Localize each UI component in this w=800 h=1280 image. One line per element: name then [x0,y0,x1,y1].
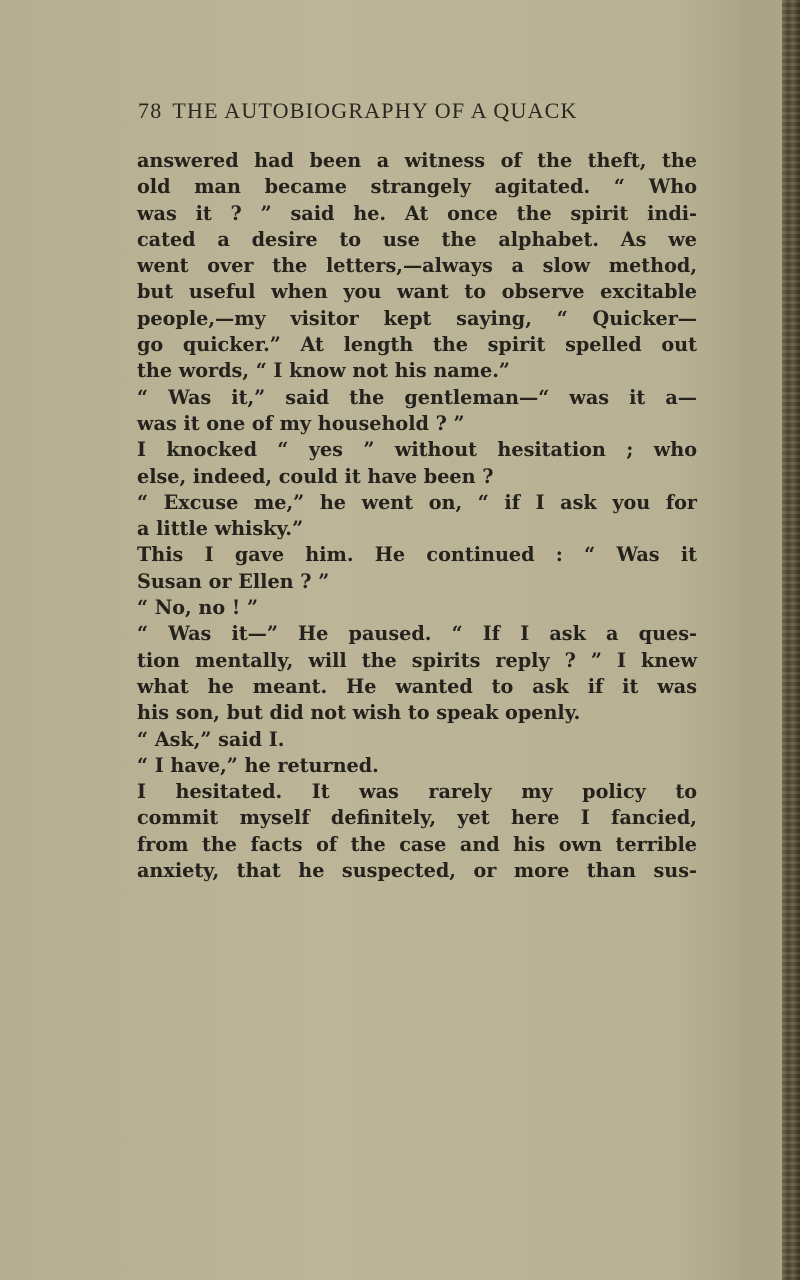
text-line: was it one of my household ? ” [137,411,465,435]
text-line: “ Was it,” said the gentleman—“ was it a— [137,385,697,409]
text-line: went over the letters,—always a slow method, [137,254,697,278]
text-line: old man became strangely agitated. “ Who [137,175,697,199]
running-head [138,98,578,124]
text-line: answered had been a witness of the theft, the [137,149,697,172]
text-line: his son, but did not wish to speak openly. [137,701,581,725]
text-line: a little whisky.” [137,517,304,541]
text-line: “ No, no ! ” [137,596,258,620]
text-line: “ I have,” he returned. [137,753,379,777]
text-line: was it ? ” said he. At once the spirit indi- [137,201,697,225]
text-line: commit myself definitely, yet here I fancied, [137,806,697,830]
body-text [137,148,697,884]
text-line: from the facts of the case and his own terrible [137,832,697,856]
text-line: “ Ask,” said I. [137,727,285,751]
text-line: I knocked “ yes ” without hesitation ; who [137,438,697,462]
page-number: 78 [138,98,163,123]
text-line: tion mentally, will the spirits reply ? ” I knew [137,648,697,672]
text-line: but useful when you want to observe excitable [137,280,697,304]
text-line: go quicker.” At length the spirit spelled out [137,333,697,357]
text-line: what he meant. He wanted to ask if it was [137,674,697,698]
text-line: Susan or Ellen ? ” [137,569,330,593]
text-line: cated a desire to use the alphabet. As we [137,227,697,251]
text-line: I hesitated. It was rarely my policy to [137,780,697,804]
text-line: the words, “ I know not his name.” [137,359,510,383]
text-line: This I gave him. He continued : “ Was it [137,543,697,567]
page-gutter-edge [782,0,800,1280]
text-line: else, indeed, could it have been ? [137,464,494,488]
text-line: anxiety, that he suspected, or more than sus- [137,859,697,883]
text-line: people,—my visitor kept saying, “ Quicker— [137,306,697,330]
text-line: “ Was it—” He paused. “ If I ask a ques- [137,622,697,646]
text-line: “ Excuse me,” he went on, “ if I ask you for [137,490,697,514]
running-title: THE AUTOBIOGRAPHY OF A QUACK [172,98,578,123]
